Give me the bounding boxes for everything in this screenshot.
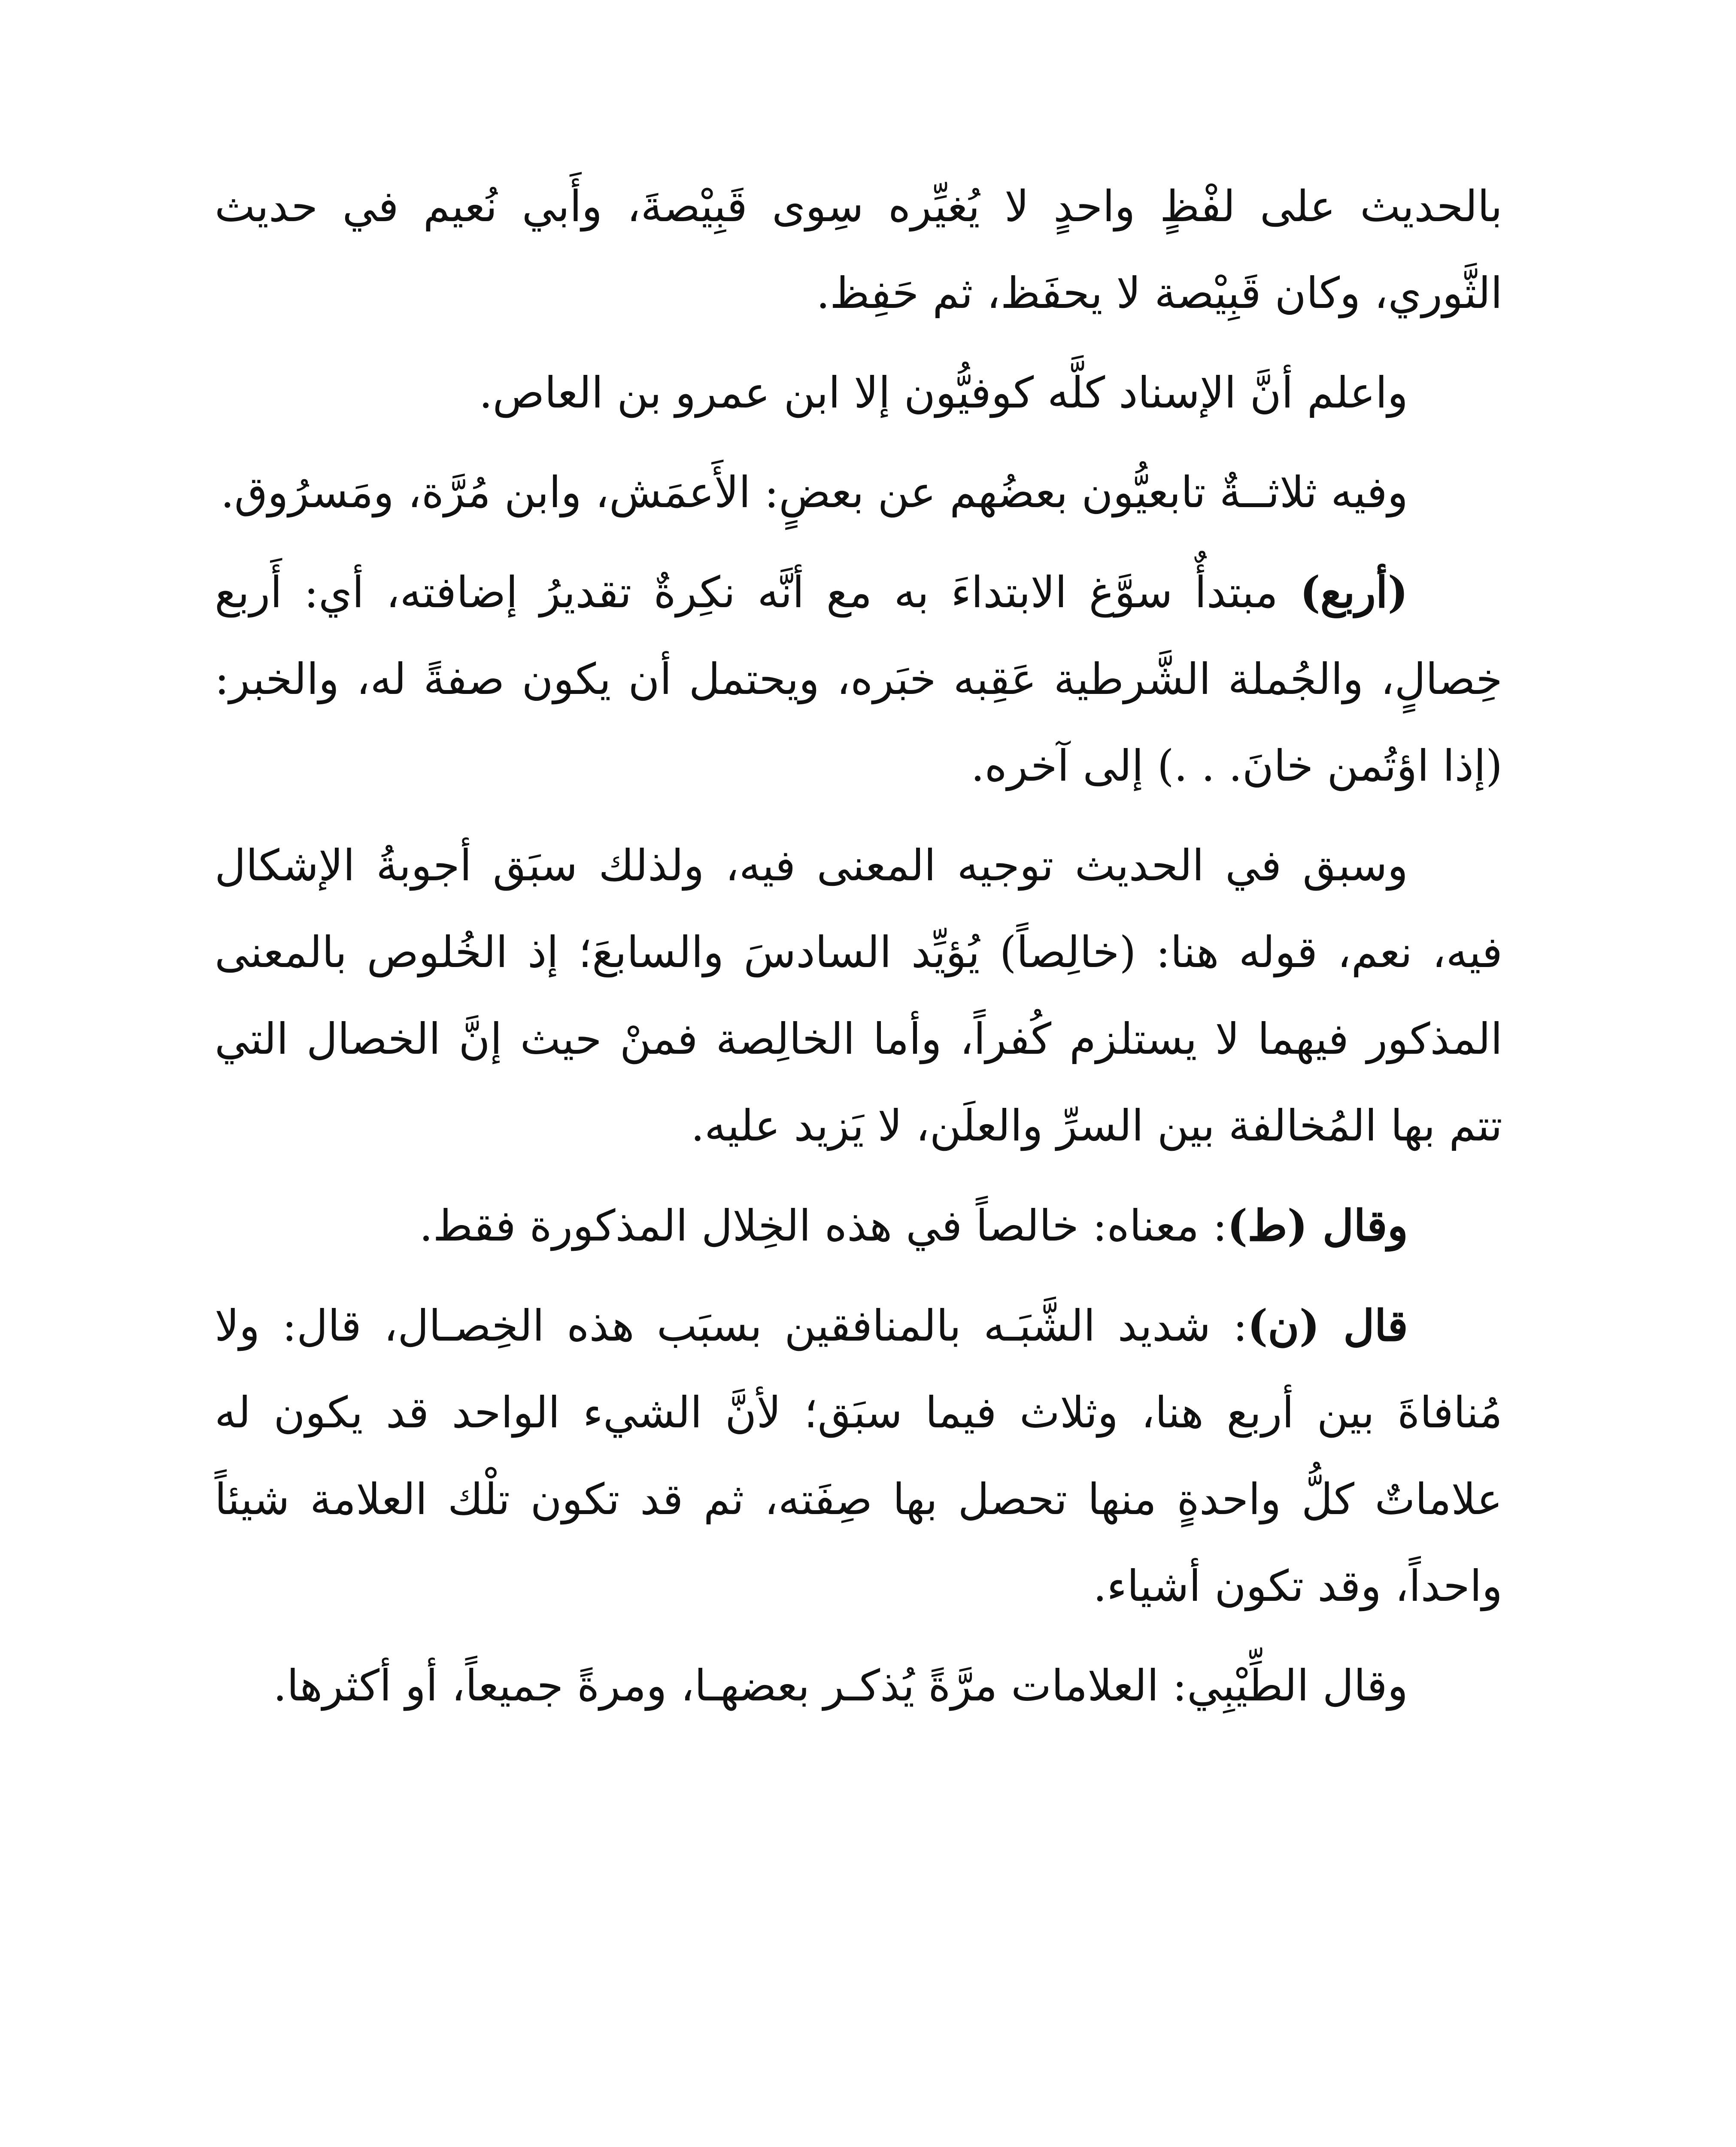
paragraph-lead: (أربع) [1300,567,1408,617]
paragraph-text: : شديد الشَّبَـه بالمنافقين بسبَب هذه الخِصـال، قال: ولا مُنافاةَ بين أربع هنا، وثلاث فيما سبَق؛ لأنَّ الشيء الواحد قد يكون له علاماتٌ كلُّ واحدةٍ منها تحصل بها صِفَته، ثم قد تكون تلْك العلامة شيئاً واحداً، وقد تكون أشياء. [215,1301,1502,1611]
paragraph-explanation [215,822,1502,1169]
paragraph-text: واعلم أنَّ الإسناد كلَّه كوفيُّون إلا ابن عمرو بن العاص. [479,368,1408,418]
main-text [215,163,1502,1742]
paragraph-tabiun [215,449,1502,536]
paragraph-text: مبتدأٌ سوَّغ الابتداءَ به مع أنَّه نكِرةٌ تقديرُ إضافته، أي: أَربع خِصالٍ، والجُملة الشَّرطية عَقِبه خبَره، ويحتمل أن يكون صفةً له، والخبر: (إذا اؤتُمن خانَ. . .) إلى آخره. [215,567,1502,791]
paragraph-text: وفيه ثلاثــةٌ تابعيُّون بعضُهم عن بعضٍ: الأَعمَش، وابن مُرَّة، ومَسرُوق. [220,467,1408,517]
paragraph-arba [215,549,1502,809]
paragraph-text: بالحديث على لفْظٍ واحدٍ لا يُغيِّره سِوى قَبِيْصةَ، وأَبي نُعيم في حديث الثَّوري، وكان قَبِيْصة لا يحفَظ، ثم حَفِظ. [215,181,1502,318]
paragraph-lead: وقال (ط) [1227,1200,1408,1251]
paragraph-continuation [215,163,1502,337]
paragraph-qal-nun [215,1282,1502,1630]
paragraph-lead: قال (ن) [1247,1300,1408,1351]
paragraph-qal-ta [215,1182,1502,1269]
paragraph-text: وقال الطِّيْبِي: العلامات مرَّةً يُذكـر بعضهـا، ومرةً جميعاً، أو أكثرها. [273,1660,1408,1711]
paragraph-tibi [215,1642,1502,1729]
paragraph-isnad-note [215,350,1502,436]
paragraph-text: وسبق في الحديث توجيه المعنى فيه، ولذلك سبَق أجوبةُ الإشكال فيه، نعم، قوله هنا: (خالِصاً) يُؤيِّد السادسَ والسابعَ؛ إذ الخُلوص بالمعنى المذكور فيهما لا يستلزم كُفراً، وأما الخالِصة فمنْ حيث إنَّ الخصال التي تتم بها المُخالفة بين السرِّ والعلَن، لا يَزيد عليه. [215,840,1502,1151]
paragraph-text: : معناه: خالصاً في هذه الخِلال المذكورة فقط. [419,1201,1227,1251]
